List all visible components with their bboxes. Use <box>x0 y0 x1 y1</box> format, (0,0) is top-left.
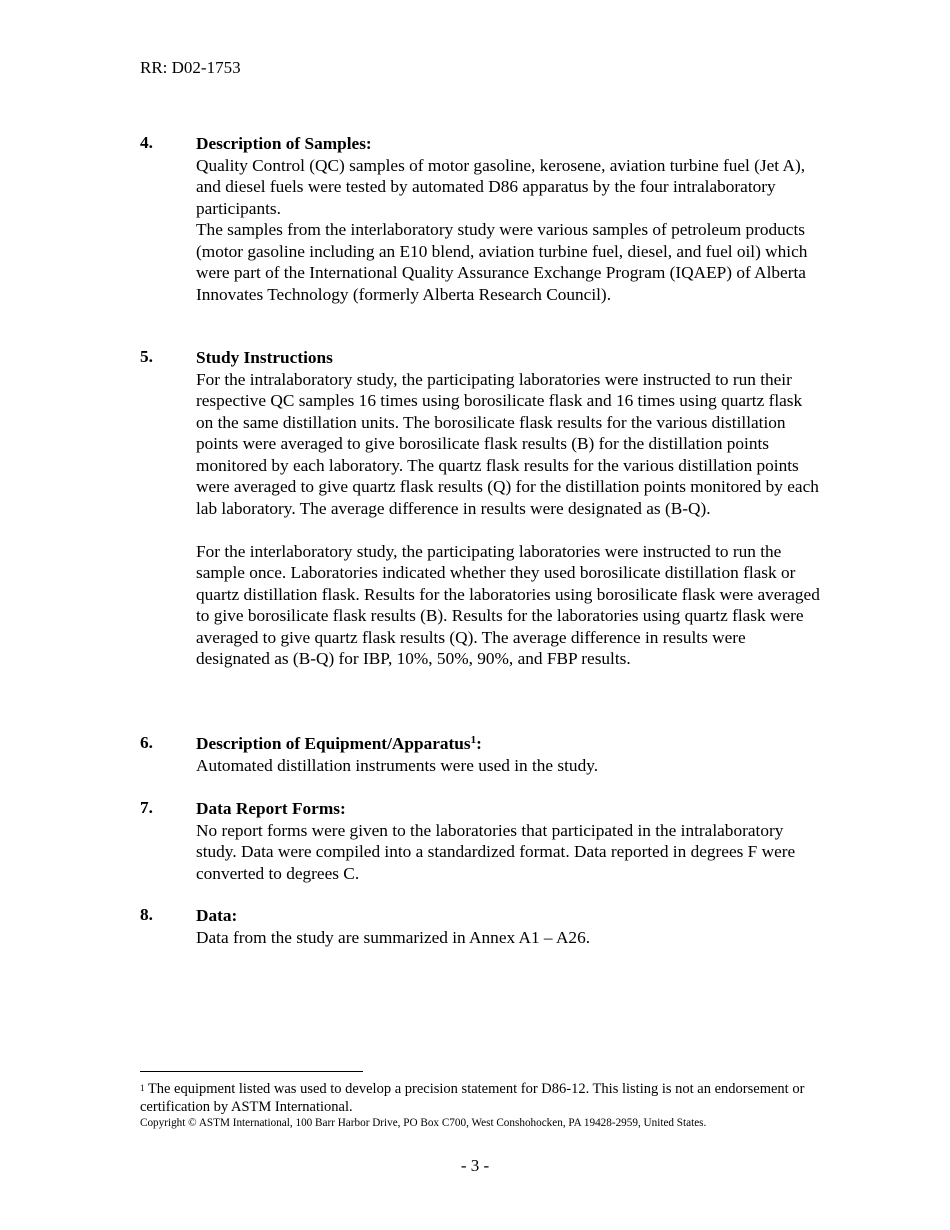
section-title: Study Instructions <box>196 348 333 367</box>
section-number: 7. <box>140 798 153 817</box>
section-title: Data Report Forms: <box>196 799 346 818</box>
section-8 <box>140 905 820 948</box>
section-title: Description of Samples: <box>196 134 372 153</box>
footnote-reference[interactable]: 1 <box>470 734 477 746</box>
section-paragraph: Data from the study are summarized in Annex A1 – A26. <box>196 927 591 947</box>
section-number: 6. <box>140 733 153 752</box>
section-paragraph: Quality Control (QC) samples of motor gasoline, kerosene, aviation turbine fuel (Jet A), and diesel fuels were tested by automated D86 apparatus by the four intralaboratory participants. <box>196 155 806 218</box>
section-title-text: Description of Equipment/Apparatus <box>196 734 471 753</box>
section-number: 4. <box>140 133 153 152</box>
section-paragraph: For the interlaboratory study, the participating laboratories were instructed to run the sample once. Laboratories indicated whether they used borosilicate distillation flask or quartz distillation flask. Results for the laboratories using borosilicate flask were averaged to give borosilicate flask results (B). Results for the laboratories using quartz flask were averaged to give quartz flask results (Q). The average difference in results were designated as (B-Q) for IBP, 10%, 50%, 90%, and FBP results. <box>196 541 820 668</box>
section-title <box>196 733 820 755</box>
section-title-suffix: : <box>476 734 482 753</box>
section-paragraph: Automated distillation instruments were used in the study. <box>196 755 599 775</box>
section-paragraph: No report forms were given to the laboratories that participated in the intralaboratory study. Data were compiled into a standardized format. Data reported in degrees F were converted to degrees C. <box>196 820 796 883</box>
section-6 <box>140 733 820 776</box>
section-7 <box>140 798 820 884</box>
section-title: Data: <box>196 906 238 925</box>
copyright-notice: Copyright © ASTM International, 100 Barr Harbor Drive, PO Box C700, West Conshohocken, PA 19428-2959, United States. <box>140 1117 707 1129</box>
section-number: 8. <box>140 905 153 924</box>
page-number: - 3 - <box>460 1156 490 1175</box>
section-5 <box>140 347 820 670</box>
section-number: 5. <box>140 347 153 366</box>
section-paragraph: For the intralaboratory study, the participating laboratories were instructed to run their respective QC samples 16 times using borosilicate flask and 16 times using quartz flask on the same distillation units. The borosilicate flask results for the various distillation points were averaged to give borosilicate flask results (B) for the distillation points monitored by each laboratory. The quartz flask results for the various distillation points were averaged to give quartz flask results (Q) for the distillation points monitored by each lab laboratory. The average difference in results were designated as (B-Q). <box>196 369 819 518</box>
footnote-divider <box>140 1071 363 1072</box>
report-id-header: RR: D02-1753 <box>140 58 241 77</box>
footnote-marker: 1 <box>140 1083 145 1093</box>
section-4 <box>140 133 820 305</box>
section-paragraph: The samples from the interlaboratory study were various samples of petroleum products (motor gasoline including an E10 blend, aviation turbine fuel, diesel, and fuel oil) which were part of the International Quality Assurance Exchange Program (IQAEP) of Alberta Innovates Technology (formerly Alberta Research Council). <box>196 220 808 304</box>
footnote <box>140 1080 820 1116</box>
footnote-text: The equipment listed was used to develop a precision statement for D86-12. This listing is not an endorsement or certification by ASTM International. <box>140 1081 805 1115</box>
